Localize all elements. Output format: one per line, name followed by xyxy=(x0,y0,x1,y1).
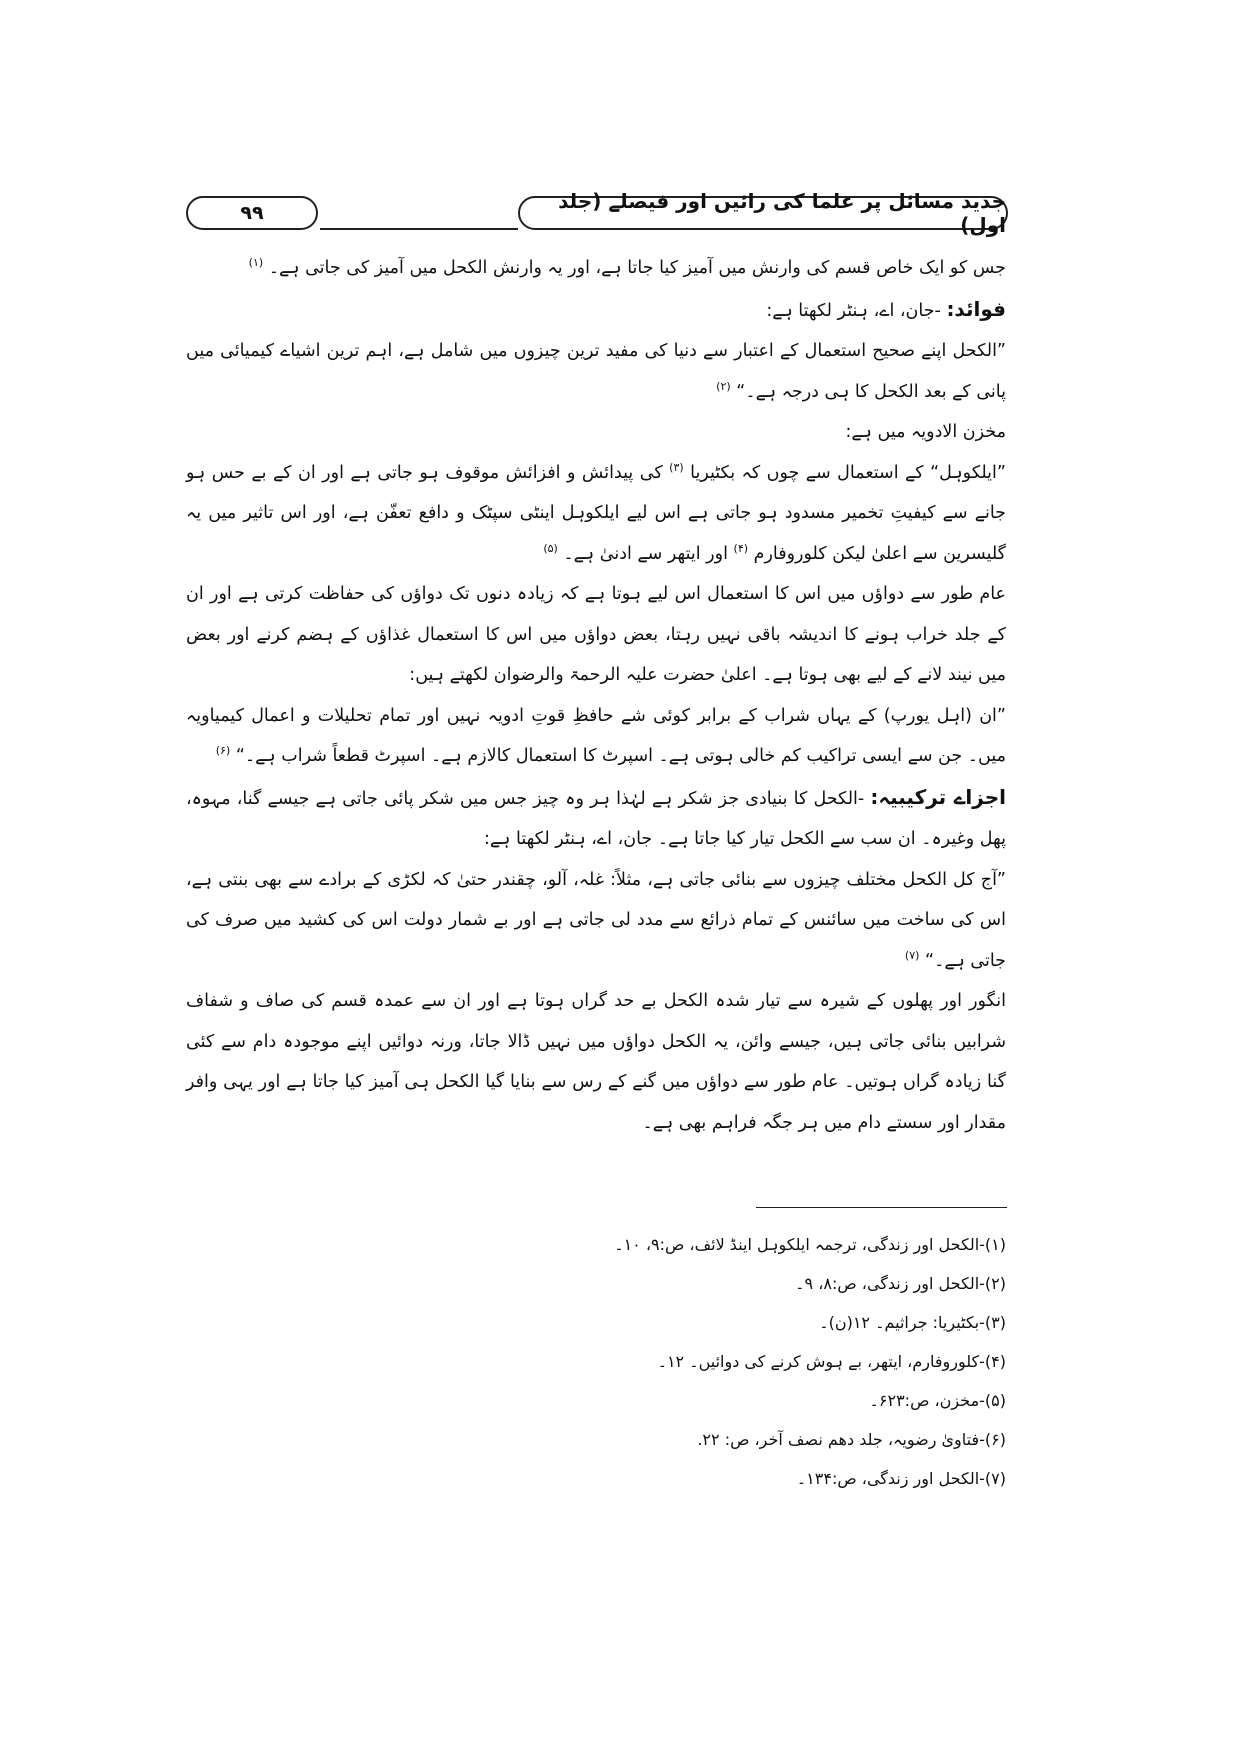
footnote-item: (۴)-کلوروفارم، ایتھر، بے ہوش کرنے کی دوائیں۔ ۱۲۔ xyxy=(657,1352,1006,1371)
fawaid-heading: فوائد: xyxy=(946,296,1006,321)
footnote-ref-1: (۱) xyxy=(248,256,264,270)
body-text xyxy=(186,248,1006,1143)
header-rule xyxy=(320,228,518,230)
ajza-paragraph xyxy=(186,777,1006,860)
footnote-ref-5: (۵) xyxy=(543,541,558,555)
page-header xyxy=(186,189,1008,237)
footnote-item: (۳)-بکٹیریا: جراثیم۔ ۱۲(ن)۔ xyxy=(819,1313,1006,1332)
quote-3 xyxy=(186,696,1006,777)
quote-2-part-c: اور ایتھر سے ادنیٰ ہے۔ xyxy=(563,543,728,564)
quote-2-part-b: کی پیدائش و افزائش موقوف ہو جاتی ہے اور ان کے بے حس ہو جانے سے کیفیتِ تخمیر مسدود ہو جاتی ہے اس لیے ایلکوہل اینٹی سپٹک و دافع تعفّن ہے، اور اس تاثیر میں یہ گلیسرین سے اعلیٰ لیکن کلوروفارم xyxy=(186,462,1006,564)
footnote-item: (۱)-الکحل اور زندگی، ترجمہ ایلکوہل اینڈ لائف، ص:۹، ۱۰۔ xyxy=(614,1235,1006,1254)
footnote-divider xyxy=(756,1207,1007,1208)
fawaid-text: -جان، اے، ہنٹر لکھتا ہے: xyxy=(766,300,941,321)
quote-4 xyxy=(186,860,1006,982)
book-title: جدید مسائل پر علما کی رائیں اور فیصلے (جلد اول) xyxy=(518,196,1008,230)
ajza-heading: اجزاے ترکیبیہ: xyxy=(870,784,1006,809)
makhzan-intro: مخزن الادویہ میں ہے: xyxy=(845,422,1006,442)
quote-1 xyxy=(186,331,1006,412)
quote-2-part-a: ”ایلکوہل“ کے استعمال سے چوں کہ بکٹیریا xyxy=(690,462,1006,483)
footnote-ref-6: (۶) xyxy=(215,744,231,758)
last-paragraph: انگور اور پھلوں کے شیرہ سے تیار شدہ الکحل بے حد گراں ہوتا ہے اور ان سے عمدہ قسم کی صاف و شفاف شرابیں بنائی جاتی ہیں، جیسے وائن، یہ الکحل دواؤں میں نہیں ڈالا جاتا، ورنہ دوائیں اپنے موجودہ دام سے کئی گنا زیادہ گراں ہوتیں۔ عام طور سے دواؤں میں گنے کے رس سے بنایا گیا الکحل ہی آمیز کیا جاتا ہے اور یہی وافر مقدار اور سستے دام میں ہر جگہ فراہم بھی ہے۔ xyxy=(186,991,1006,1133)
footnote-ref-2: (۲) xyxy=(716,379,731,393)
footnote-item: (۵)-مخزن، ص:۶۲۳۔ xyxy=(869,1391,1006,1410)
footnotes xyxy=(460,1225,1006,1498)
paragraph-1-text: جس کو ایک خاص قسم کی وارنش میں آمیز کیا جاتا ہے، اور یہ وارنش الکحل میں آمیز کی جاتی ہے۔ xyxy=(268,258,1006,278)
general-use-paragraph: عام طور سے دواؤں میں اس کا استعمال اس لیے ہوتا ہے کہ زیادہ دنوں تک دواؤں کی حفاظت کرتی ہے اور ان کے جلد خراب ہونے کا اندیشہ باقی نہیں رہتا، بعض دواؤں میں اس کا استعمال غذاؤں کے ہضم کرنے اور بعض میں نیند لانے کے لیے بھی ہوتا ہے۔ اعلیٰ حضرت علیہ الرحمۃ والرضوان لکھتے ہیں: xyxy=(186,584,1006,685)
quote-4-text: ”آج کل الکحل مختلف چیزوں سے بنائی جاتی ہے، مثلاً: غلہ، آلو، چقندر حتیٰ کہ لکڑی کے برادے سے بھی بنتی ہے، اس کی ساخت میں سائنس کے تمام ذرائع سے مدد لی جاتی ہے اور بے شمار دولت اس کی کشید میں صرف کی جاتی ہے۔“ xyxy=(186,869,1006,971)
footnote-ref-4: (۴) xyxy=(733,541,749,555)
footnote-ref-3: (۳) xyxy=(669,460,684,474)
page-number: ۹۹ xyxy=(186,196,318,230)
footnote-item: (۶)-فتاویٰ رضویہ، جلد دھم نصف آخر، ص: ۲۲. xyxy=(697,1430,1006,1449)
footnote-item: (۲)-الکحل اور زندگی، ص:۸، ۹۔ xyxy=(795,1274,1006,1293)
quote-3-text: ”ان (اہل یورپ) کے یہاں شراب کے برابر کوئی شے حافظِ قوتِ ادویہ نہیں اور تمام تحلیلات و اعمال کیمیاویہ میں۔ جن سے ایسی تراکیب کم خالی ہوتی ہے۔ اسپرٹ کا استعمال کالازم ہے۔ اسپرٹ قطعاً شراب ہے۔“ xyxy=(186,705,1006,766)
ajza-text: -الکحل کا بنیادی جز شکر ہے لہٰذا ہر وہ چیز جس میں شکر پائی جاتی ہے جیسے گنا، مہوہ، پھل وغیرہ۔ ان سب سے الکحل تیار کیا جاتا ہے۔ جان، اے، ہنٹر لکھتا ہے: xyxy=(186,788,1006,849)
quote-2 xyxy=(186,453,1006,575)
footnote-ref-7: (۷) xyxy=(904,948,920,962)
paragraph-1 xyxy=(186,248,1006,289)
quote-1-text: ”الکحل اپنے صحیح استعمال کے اعتبار سے دنیا کی مفید ترین چیزوں میں شامل ہے، اہم ترین اشیاے کیمیائی میں پانی کے بعد الکحل کا ہی درجہ ہے۔“ xyxy=(186,341,1006,402)
footnote-item: (۷)-الکحل اور زندگی، ص:۱۳۴۔ xyxy=(796,1469,1006,1488)
fawaid-paragraph xyxy=(186,289,1006,332)
